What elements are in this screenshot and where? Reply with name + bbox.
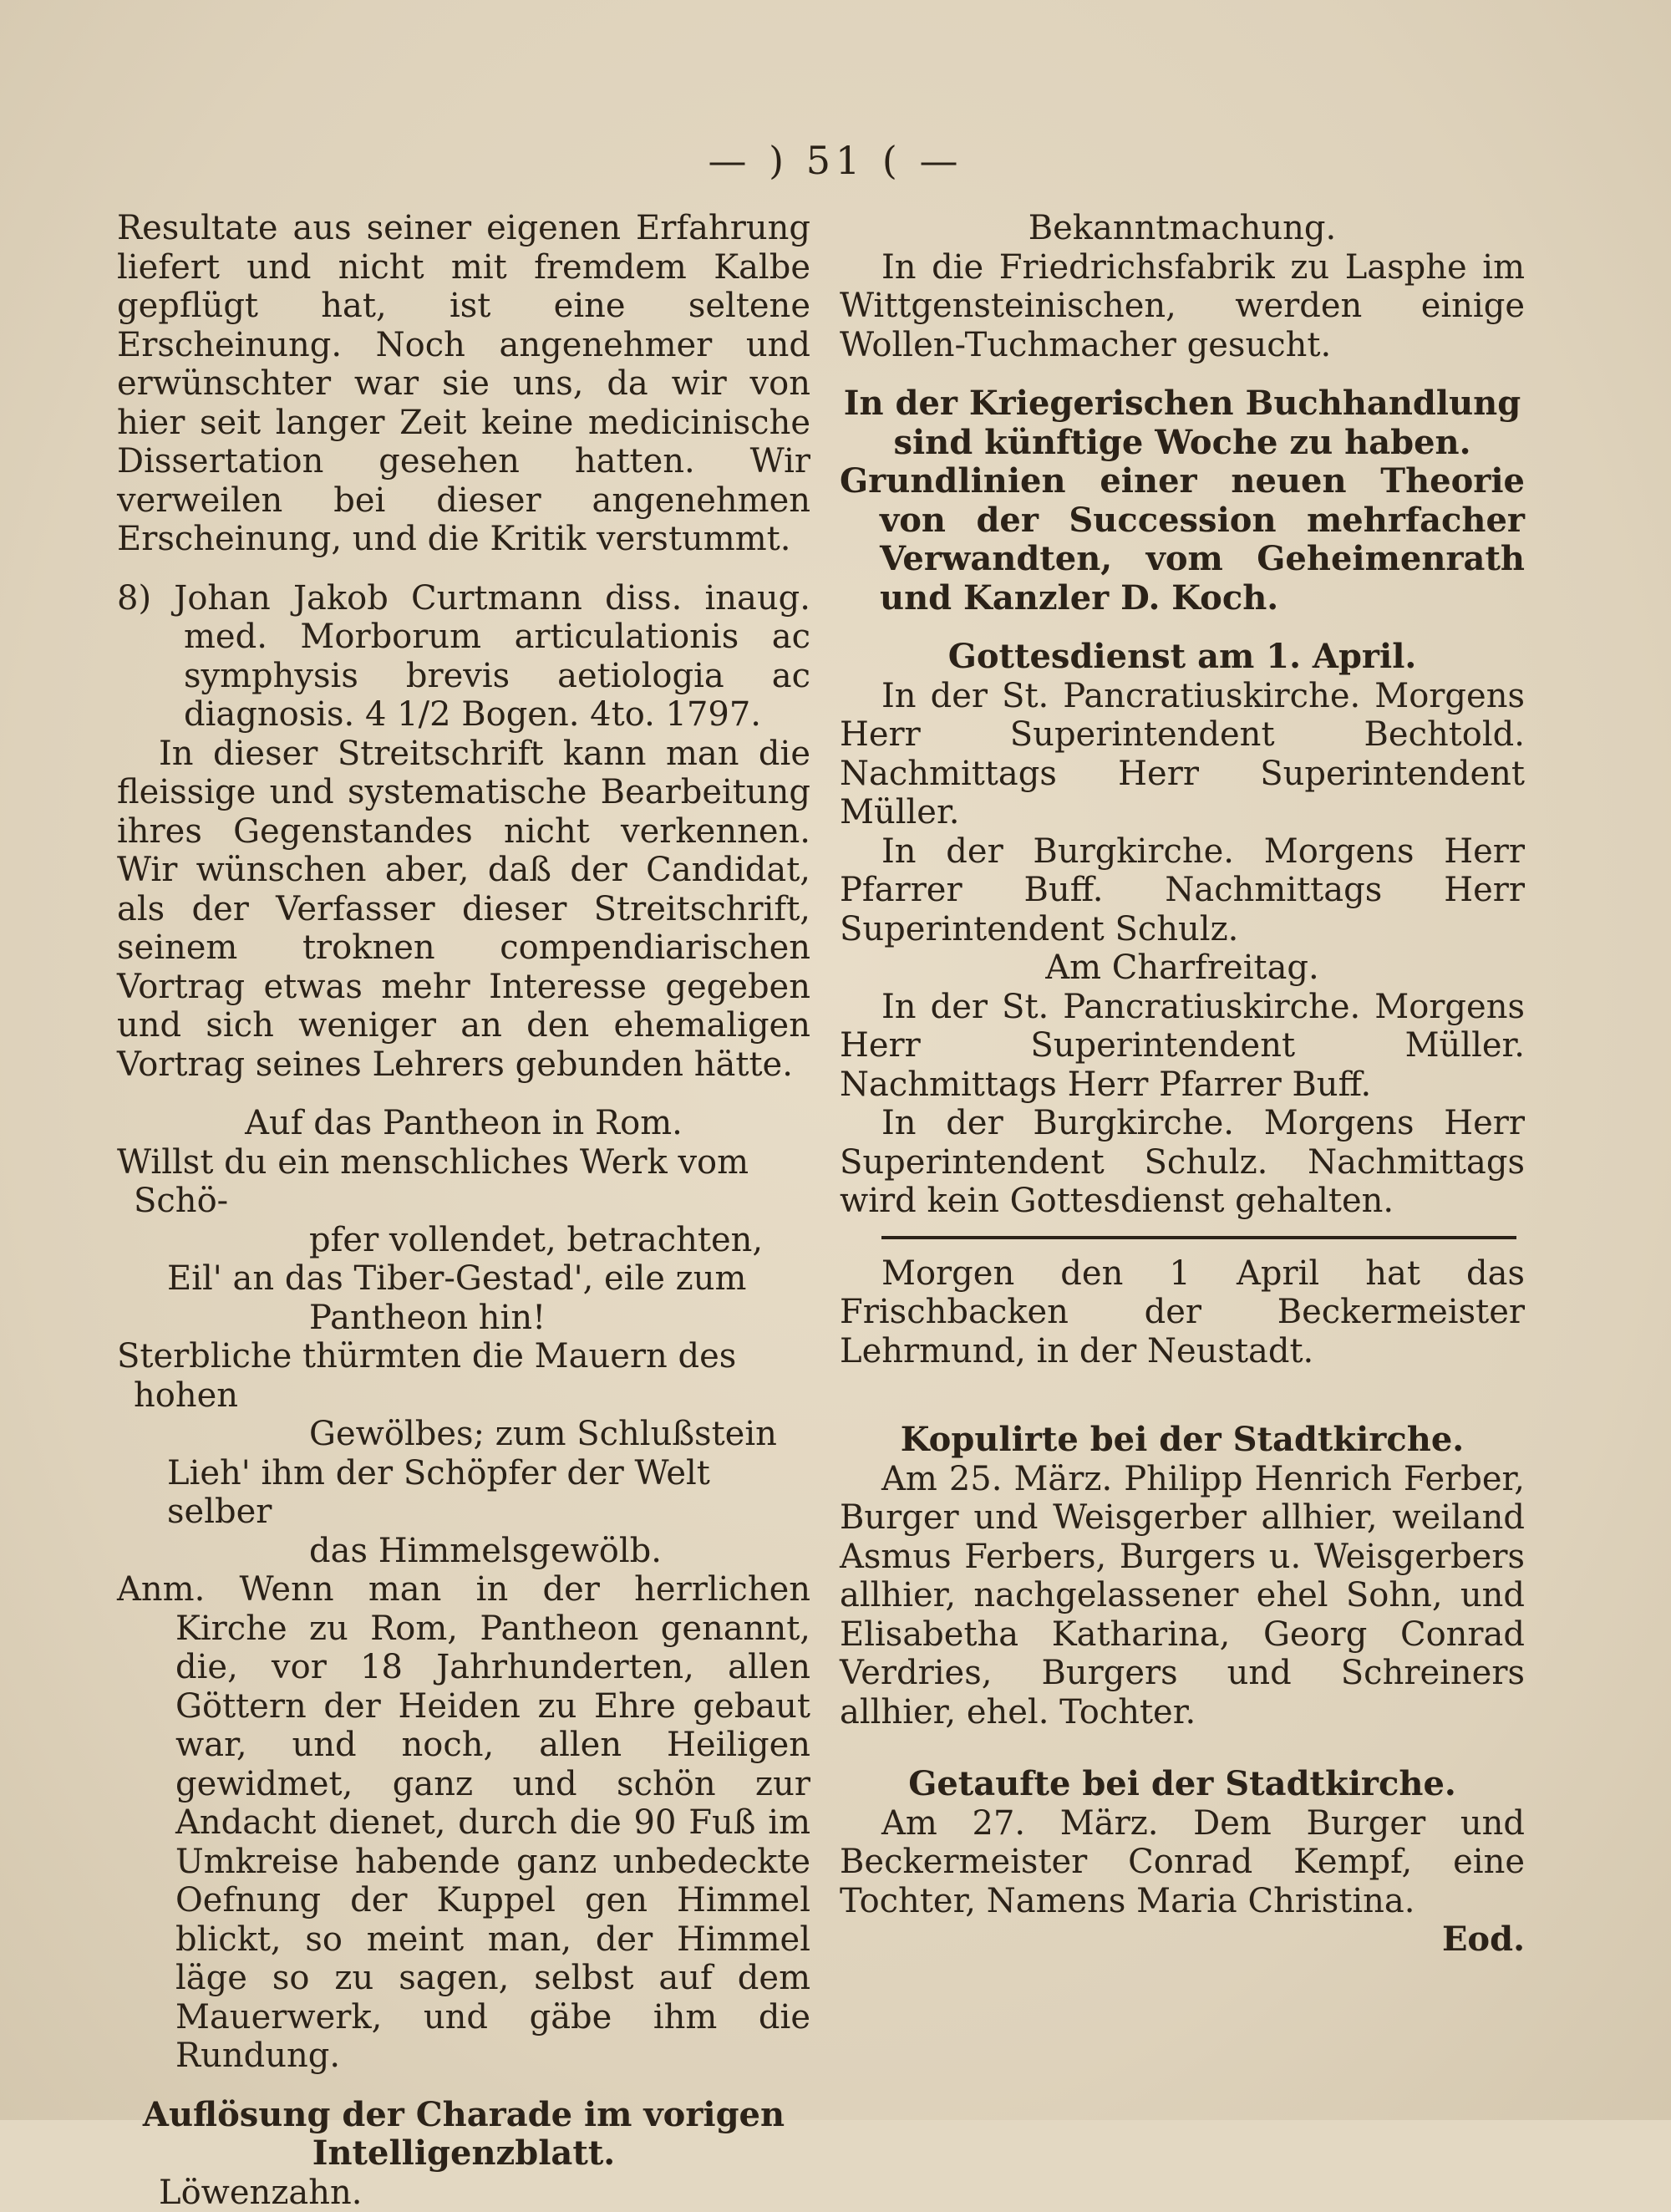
- marriages-title: Kopulirte bei der Stadtkirche.: [840, 1421, 1525, 1460]
- announcement-text: In die Friedrichsfabrik zu Lasphe im Wittgensteinischen, werden einige Wollen-Tuchmacher gesucht.: [840, 248, 1525, 365]
- service-pancratius: In der St. Pancratiuskirche. Morgens Herr Superintendent Bechtold. Nachmittags Herr Superintendent Müller.: [840, 677, 1525, 832]
- section-divider: [881, 1236, 1516, 1239]
- poem-line: das Himmelsgewölb.: [117, 1532, 810, 1571]
- announcement-title: Bekanntmachung.: [840, 209, 1525, 248]
- streitschrift-review-paragraph: In dieser Streitschrift kann man die fleissige und systematische Bearbeitung ihres Gegenstandes nicht verkennen. Wir wünschen aber, daß der Candidat, als der Verfasser dieser Streitschrift, seinem troknen compendiarischen Vortrag etwas mehr Interesse gegeben und sich weniger an den ehemaligen Vortrag seines Lehrers gebunden hätte.: [117, 735, 810, 1085]
- poem-line: Sterbliche thürmten die Mauern des hohen: [117, 1337, 810, 1415]
- good-friday-pancratius: In der St. Pancratiuskirche. Morgens Herr Superintendent Müller. Nachmittags Herr Pfarrer Buff.: [840, 988, 1525, 1105]
- poem-line: Pantheon hin!: [117, 1299, 810, 1338]
- bookshop-title: In der Kriegerischen Buchhandlung sind künftige Woche zu haben.: [840, 384, 1525, 462]
- service-title: Gottesdienst am 1. April.: [840, 638, 1525, 677]
- baptisms-text: Am 27. März. Dem Burger und Beckermeister Conrad Kempf, eine Tochter, Namens Maria Christina.: [840, 1804, 1525, 1921]
- poem-title: Auf das Pantheon in Rom.: [117, 1104, 810, 1143]
- poem-line: Lieh' ihm der Schöpfer der Welt selber: [117, 1454, 810, 1532]
- poem-line: Willst du ein menschliches Werk vom Schö-: [117, 1143, 810, 1221]
- good-friday-burgkirche: In der Burgkirche. Morgens Herr Superintendent Schulz. Nachmittags wird kein Gottesdienst gehalten.: [840, 1104, 1525, 1221]
- poem-line: Gewölbes; zum Schlußstein: [117, 1415, 810, 1454]
- left-column: [117, 209, 810, 2212]
- bookshop-listing: Grundlinien einer neuen Theorie von der Succession mehrfacher Verwandten, vom Geheimenrath und Kanzler D. Koch.: [840, 462, 1525, 618]
- right-column: [840, 209, 1525, 1960]
- marriages-text: Am 25. März. Philipp Henrich Ferber, Burger und Weisgerber allhier, weiland Asmus Ferbers, Burgers u. Weisgerbers allhier, nachgelassener ehel Sohn, und Elisabetha Katharina, Georg Conrad Verdries, Burgers und Schreiners allhier, ehel. Tochter.: [840, 1460, 1525, 1732]
- dissertation-item-8: 8) Johan Jakob Curtmann diss. inaug. med. Morborum articulationis ac symphysis brevis aetiologia ac diagnosis. 4 1/2 Bogen. 4to. 1797.: [117, 579, 810, 735]
- poem-line: Eil' an das Tiber-Gestad', eile zum: [117, 1259, 810, 1299]
- poem: [117, 1143, 810, 1571]
- good-friday-title: Am Charfreitag.: [840, 948, 1525, 988]
- baking-notice: Morgen den 1 April hat das Frischbacken der Beckermeister Lehrmund, in der Neustadt.: [840, 1254, 1525, 1371]
- dissertation-review-paragraph: Resultate aus seiner eigenen Erfahrung liefert und nicht mit fremdem Kalbe gepflügt hat, ist eine seltene Erscheinung. Noch angenehmer und erwünschter war sie uns, da wir von hier seit langer Zeit keine medicinische Dissertation gesehen hatten. Wir verweilen bei dieser angenehmen Erscheinung, und die Kritik verstummt.: [117, 209, 810, 559]
- eod-note: Eod.: [840, 1920, 1525, 1960]
- baptisms-title: Getaufte bei der Stadtkirche.: [840, 1765, 1525, 1804]
- poem-annotation: Anm. Wenn man in der herrlichen Kirche zu Rom, Pantheon genannt, die, vor 18 Jahrhunderten, allen Göttern der Heiden zu Ehre gebaut war, und noch, allen Heiligen gewidmet, ganz und schön zur Andacht dienet, durch die 90 Fuß im Umkreise habende ganz unbedeckte Oefnung der Kuppel gen Himmel blickt, so meint man, der Himmel läge so zu sagen, selbst auf dem Mauerwerk, und gäbe ihm die Rundung.: [117, 1570, 810, 2076]
- charade-solution-title: Auflösung der Charade im vorigen Intelligenzblatt.: [117, 2096, 810, 2174]
- service-burgkirche: In der Burgkirche. Morgens Herr Pfarrer Buff. Nachmittags Herr Superintendent Schulz.: [840, 832, 1525, 949]
- charade-answer: Löwenzahn.: [117, 2174, 810, 2212]
- page-number-header: — ) 51 ( —: [0, 138, 1671, 183]
- poem-line: pfer vollendet, betrachten,: [117, 1221, 810, 1260]
